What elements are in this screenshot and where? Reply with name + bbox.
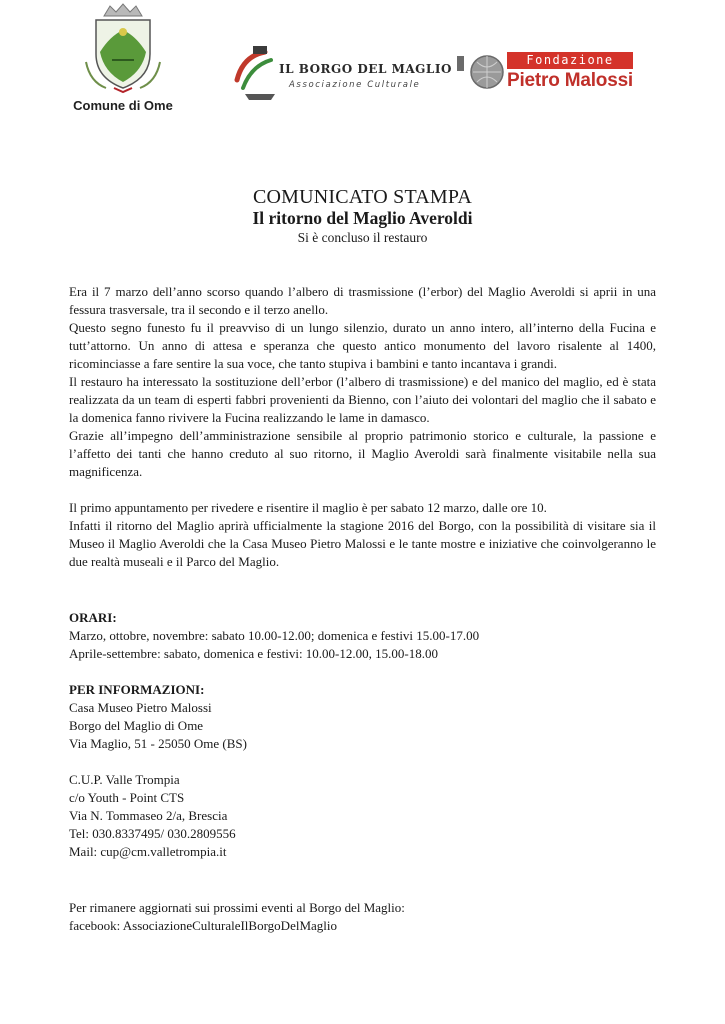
borgo-title: IL BORGO DEL MAGLIO: [279, 62, 452, 76]
page-subtitle: Il ritorno del Maglio Averoldi: [252, 208, 473, 228]
info-line: Borgo del Maglio di Ome: [69, 718, 204, 733]
info-label: PER INFORMAZIONI:: [69, 682, 205, 697]
info-line: Casa Museo Pietro Malossi: [69, 700, 212, 715]
info-section: [69, 681, 656, 861]
paragraph-1: Era il 7 marzo dell’anno scorso quando l’albero di trasmissione (l’erbor) del Maglio Averoldi si aprii in una fessura trasversale, tra il secondo e il terzo anello.: [69, 284, 656, 317]
comune-logo: [68, 2, 178, 113]
paragraph-3: Il restauro ha interessato la sostituzione dell’erbor (l’albero di trasmissione) e del manico del maglio, ed è stata realizzata da un team di esperti fabbri provenienti da Bienno, con l’aiuto dei volontari del maglio che il sabato e la domenica fanno rivivere la Fucina realizzando le lame in damasco.: [69, 374, 656, 425]
paragraph-6: Infatti il ritorno del Maglio aprirà ufficialmente la stagione 2016 del Borgo, con la possibilità di visitare sia il Museo il Maglio Averoldi che la Casa Museo Pietro Malossi e le tante mostre e iniziative che coinvolgeranno le due realtà museali e il Parco del Maglio.: [69, 518, 656, 569]
info-line: C.U.P. Valle Trompia: [69, 772, 180, 787]
fondazione-logo: [457, 52, 637, 94]
comune-caption: Comune di Ome: [73, 98, 173, 113]
info-mail: Mail: cup@cm.valletrompia.it: [69, 844, 227, 859]
coat-of-arms-icon: [82, 2, 164, 94]
orari-line: Marzo, ottobre, novembre: sabato 10.00-12.00; domenica e festivi 15.00-17.00: [69, 628, 480, 643]
paragraph-2: Questo segno funesto fu il preavviso di un lungo silenzio, durato un anno intero, all’interno della Fucina e tutt’attorno. Un anno di attesa e speranza che questo antico monumento del lavoro risalente al 1400, ricominciasse a fare sentire la sua voce, che tanto stupiva i bambini e tanto incantava i grandi.: [69, 320, 656, 371]
info-phone: Tel: 030.8337495/ 030.2809556: [69, 826, 236, 841]
orari-line: Aprile-settembre: sabato, domenica e festivi: 10.00-12.00, 15.00-18.00: [69, 646, 438, 661]
info-line: Via Maglio, 51 - 25050 Ome (BS): [69, 736, 247, 751]
page-title: COMUNICATO STAMPA: [252, 186, 473, 208]
orari-section: [69, 609, 656, 663]
fondazione-name: Pietro Malossi: [507, 70, 634, 91]
logo-bar: [457, 56, 464, 71]
borgo-subtitle: Associazione Culturale: [289, 80, 421, 90]
info-line: c/o Youth - Point CTS: [69, 790, 185, 805]
paragraph-5: Il primo appuntamento per rivedere e risentire il maglio è per sabato 12 marzo, dalle ore 10.: [69, 500, 547, 515]
facebook-line: facebook: AssociazioneCulturaleIlBorgoDelMaglio: [69, 918, 337, 933]
footer-section: [69, 899, 656, 935]
fondazione-label: Fondazione: [507, 52, 633, 69]
info-line: Via N. Tommaseo 2/a, Brescia: [69, 808, 228, 823]
paragraph-4: Grazie all’impegno dell’amministrazione sensibile al proprio patrimonio storico e culturale, la passione e l’affetto dei tanti che hanno creduto al suo ritorno, il Maglio Averoldi sarà finalmente visitabile nella sua magnificenza.: [69, 428, 656, 479]
globe-icon: [469, 54, 505, 90]
borgo-logo: [231, 42, 452, 104]
footer-line: Per rimanere aggiornati sui prossimi eventi al Borgo del Maglio:: [69, 900, 405, 915]
press-body: [69, 283, 656, 935]
orari-label: ORARI:: [69, 610, 117, 625]
press-heading: [0, 186, 725, 246]
page-tagline: Si è concluso il restauro: [297, 230, 428, 245]
logo-header: [0, 0, 725, 130]
